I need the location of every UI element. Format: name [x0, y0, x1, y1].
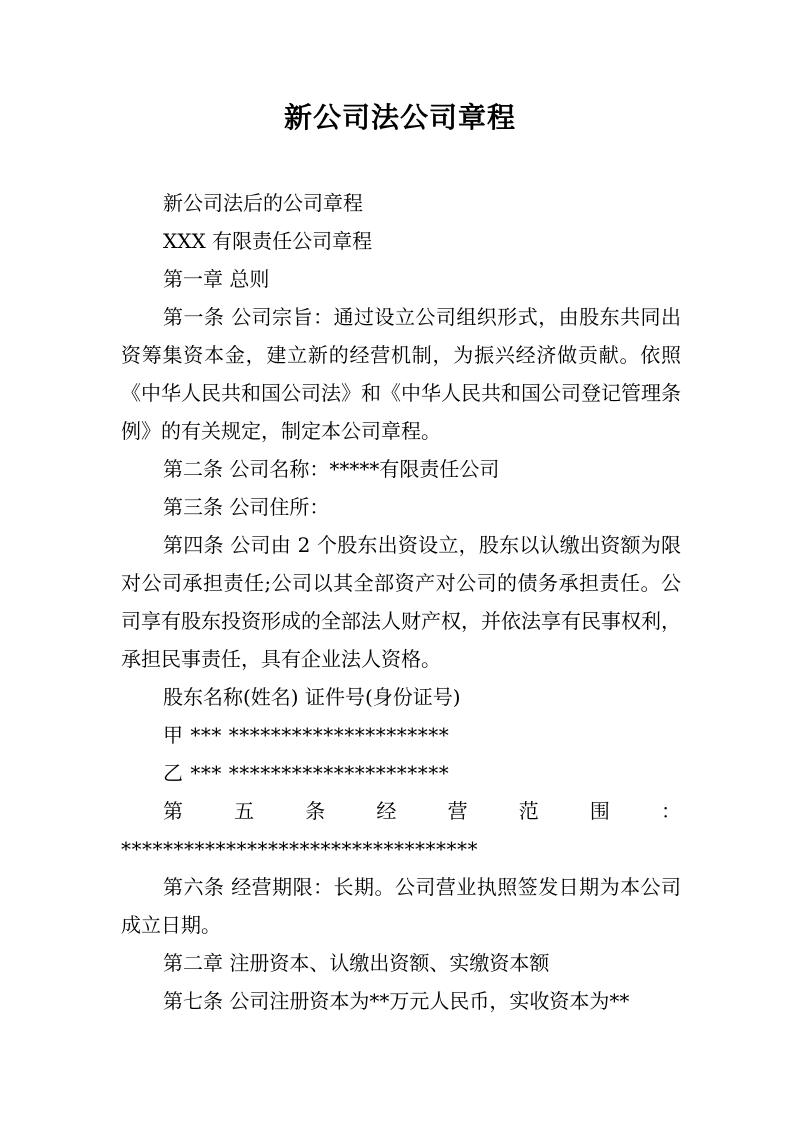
document-title: 新公司法公司章程 — [283, 101, 516, 134]
paragraph-company-charter-heading: XXX 有限责任公司章程 — [163, 229, 373, 253]
article-3: 第三条 公司住所： — [163, 495, 330, 519]
article-2: 第二条 公司名称：*****有限责任公司 — [163, 457, 500, 481]
article-5-char: 营 — [447, 799, 468, 823]
article-4: 第四条 公司由 2 个股东出资设立，股东以认缴出资额为限对公司承担责任;公司以其全部资产对公司的债务承担责任。公司享有股东投资形成的全部法人财产权，并依法享有民事权利，承担民事责任，具有企业法人资格。 — [121, 533, 681, 671]
article-5-char: 范 — [518, 799, 539, 823]
article-5-char: 第 — [163, 799, 183, 823]
article-6: 第六条 经营期限：长期。公司营业执照签发日期为本公司成立日期。 — [121, 875, 681, 937]
article-5-char: 条 — [305, 799, 326, 823]
paragraph-subtitle: 新公司法后的公司章程 — [163, 191, 363, 215]
chapter-1-heading: 第一章 总则 — [163, 267, 270, 291]
article-5-char: 经 — [376, 799, 397, 823]
shareholder-a-row: 甲 *** ********************* — [163, 723, 450, 747]
shareholder-b-row: 乙 *** ********************* — [163, 761, 450, 785]
article-5-heading — [121, 792, 681, 830]
article-1: 第一条 公司宗旨：通过设立公司组织形式，由股东共同出资筹集资本金，建立新的经营机制，为振兴经济做贡献。依照《中华人民共和国公司法》和《中华人民共和国公司登记管理条例》的有关规定，制定本公司章程。 — [121, 305, 681, 443]
document-body — [121, 184, 681, 1020]
shareholder-table-header: 股东名称(姓名) 证件号(身份证号) — [163, 685, 461, 709]
article-5-char: 围 — [589, 799, 610, 823]
chapter-2-heading: 第二章 注册资本、认缴出资额、实缴资本额 — [163, 951, 550, 975]
article-5-char: ： — [660, 799, 681, 823]
article-5-scope-value: ********************************** — [121, 837, 478, 861]
article-5-char: 五 — [234, 799, 255, 823]
article-7: 第七条 公司注册资本为**万元人民币，实收资本为** — [163, 989, 630, 1013]
